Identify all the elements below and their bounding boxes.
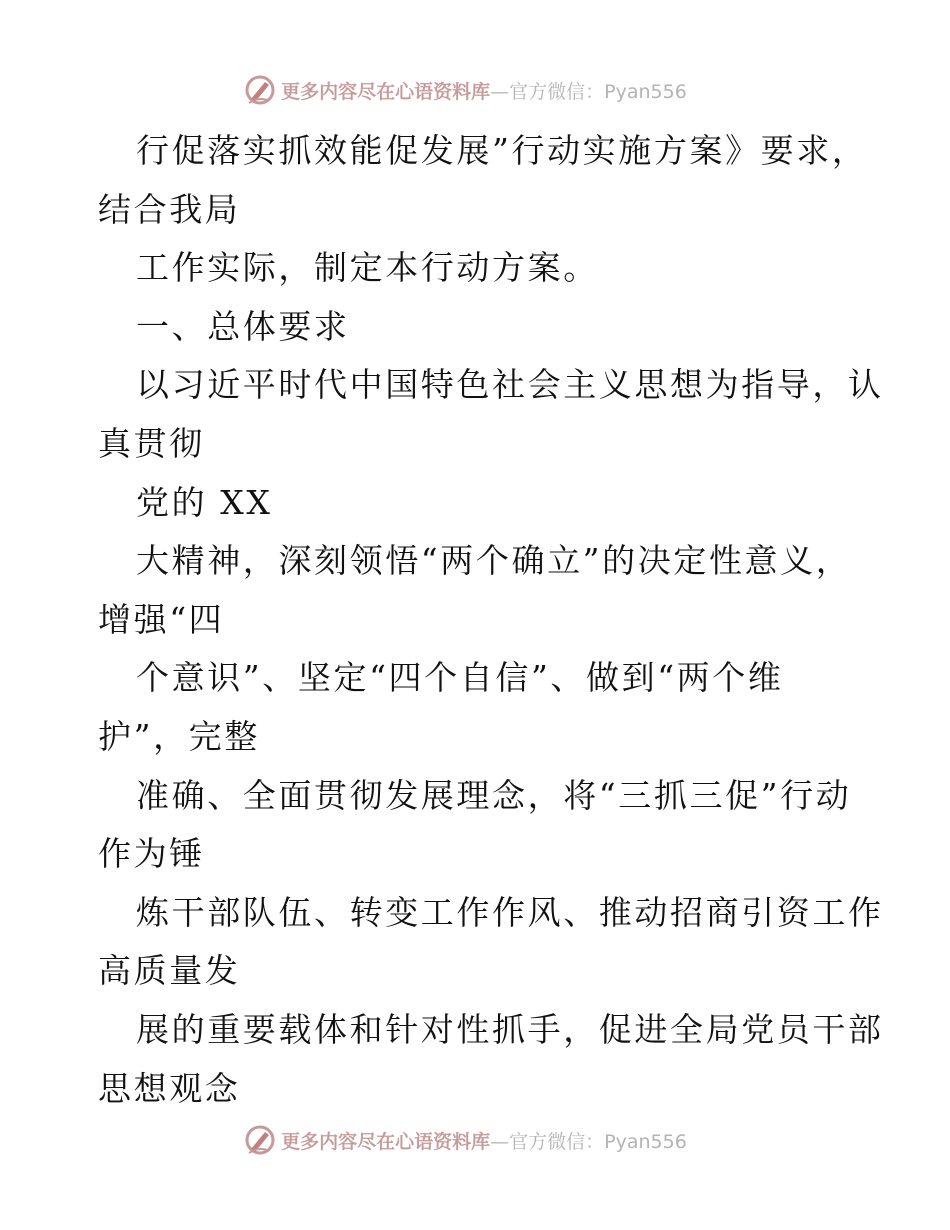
header-contact-text: 官方微信：Pyan556 (509, 80, 687, 103)
header-watermark-content (243, 73, 687, 107)
header-brand-text: 更多内容尽在心语资料库 (281, 80, 491, 103)
section-heading: 一、总体要求 (136, 306, 350, 346)
paragraph-line: 行促落实抓效能促发展”行动实施方案》要求， (136, 131, 868, 170)
paragraph-line: 工作实际，制定本行动方案。 (136, 248, 599, 288)
header-separator: — (490, 80, 510, 103)
pen-logo-icon (243, 1123, 277, 1157)
footer-watermark-text (281, 1127, 687, 1154)
paragraph-line: 思想观念 (98, 1068, 241, 1108)
paragraph-line: 以习近平时代中国特色社会主义思想为指导，认 (136, 365, 884, 405)
footer-separator: — (490, 1130, 510, 1153)
footer-watermark-content (243, 1123, 687, 1157)
paragraph-line: 准确、全面贯彻发展理念，将“三抓三促”行动 (136, 775, 852, 815)
paragraph-line: 结合我局 (98, 189, 241, 229)
paragraph-line: 展的重要载体和针对性抓手，促进全局党员干部 (136, 1009, 884, 1049)
footer-watermark (0, 1120, 950, 1160)
footer-brand-text: 更多内容尽在心语资料库 (281, 1130, 491, 1153)
paragraph-line: 高质量发 (98, 951, 241, 991)
paragraph-line: 炼干部队伍、转变工作作风、推动招商引资工作 (136, 892, 884, 932)
paragraph-line: 真贯彻 (98, 423, 205, 463)
paragraph-line: 个意识”、坚定“四个自信”、做到“两个维 (136, 658, 784, 698)
paragraph-line: 作为锤 (98, 834, 205, 874)
footer-contact-text: 官方微信：Pyan556 (509, 1130, 687, 1153)
paragraph-line: 党的 XX (136, 482, 273, 522)
pen-logo-icon (243, 73, 277, 107)
header-watermark (0, 70, 950, 110)
document-body (98, 122, 884, 1118)
paragraph-line: 大精神，深刻领悟“两个确立”的决定性意义， (136, 541, 852, 581)
paragraph-line: 增强“四 (98, 599, 225, 639)
header-watermark-text (281, 77, 687, 104)
paragraph-line: 护”，完整 (98, 716, 260, 756)
